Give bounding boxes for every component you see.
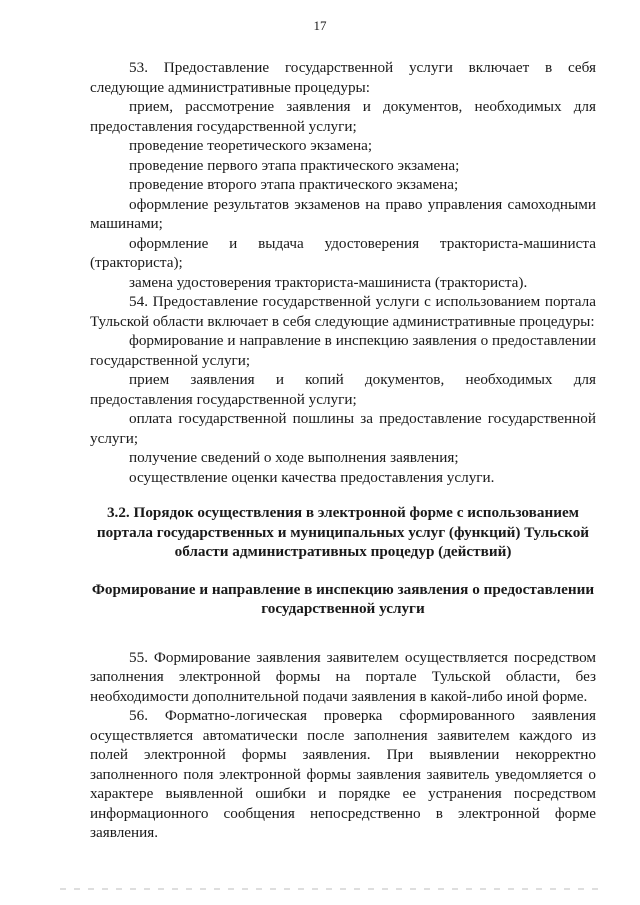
- list-item: проведение первого этапа практического экзамена;: [129, 156, 460, 174]
- scan-artifact-strip: [60, 888, 600, 890]
- list-item: проведение второго этапа практического экзамена;: [129, 176, 459, 193]
- subsection-heading: Формирование и направление в инспекцию заявления о предоставлении государственной услуги: [91, 580, 595, 617]
- list-item: формирование и направление в инспекцию заявления о предоставлении государственной услуги;: [90, 332, 596, 369]
- list-item: оплата государственной пошлины за предоставление государственной услуги;: [90, 410, 596, 447]
- paragraph-56: 56. Форматно-логическая проверка сформированного заявления осуществляется автоматически после заполнения заявителем каждого из полей электронной формы заявления. При выявлении некорректно заполненного поля электронной формы заявления заявитель уведомляется о характере выявленной ошибки и порядке ее устранения посредством информационного сообщения непосредственно в электронной форме заявления.: [90, 707, 596, 841]
- list-item: проведение теоретического экзамена;: [129, 137, 373, 154]
- list-item: прием заявления и копий документов, необходимых для предоставления государственной услуги;: [90, 371, 596, 408]
- list-item: получение сведений о ходе выполнения заявления;: [129, 449, 459, 466]
- list-item: оформление результатов экзаменов на право управления самоходными машинами;: [90, 195, 596, 232]
- page-number: 17: [313, 18, 327, 33]
- paragraph-55: 55. Формирование заявления заявителем осуществляется посредством заполнения электронной формы на портале Тульской области, без необходимости дополнительной подачи заявления в какой-либо иной форме.: [90, 648, 596, 705]
- list-item: оформление и выдача удостоверения тракториста-машиниста (тракториста);: [90, 234, 596, 271]
- list-item: осуществление оценки качества предоставления услуги.: [129, 468, 495, 486]
- paragraph-54: 54. Предоставление государственной услуги с использованием портала Тульской области включает в себя следующие административные процедуры:: [90, 293, 596, 330]
- document-body: [90, 58, 596, 843]
- paragraph-53: 53. Предоставление государственной услуги включает в себя следующие административные процедуры:: [90, 59, 596, 96]
- list-item: прием, рассмотрение заявления и документов, необходимых для предоставления государственной услуги;: [90, 98, 596, 135]
- section-heading: 3.2. Порядок осуществления в электронной форме с использованием портала государственных и муниципальных услуг (функций) Тульской области административных процедур (действий): [96, 504, 590, 560]
- list-item: замена удостоверения тракториста-машиниста (тракториста).: [129, 273, 528, 291]
